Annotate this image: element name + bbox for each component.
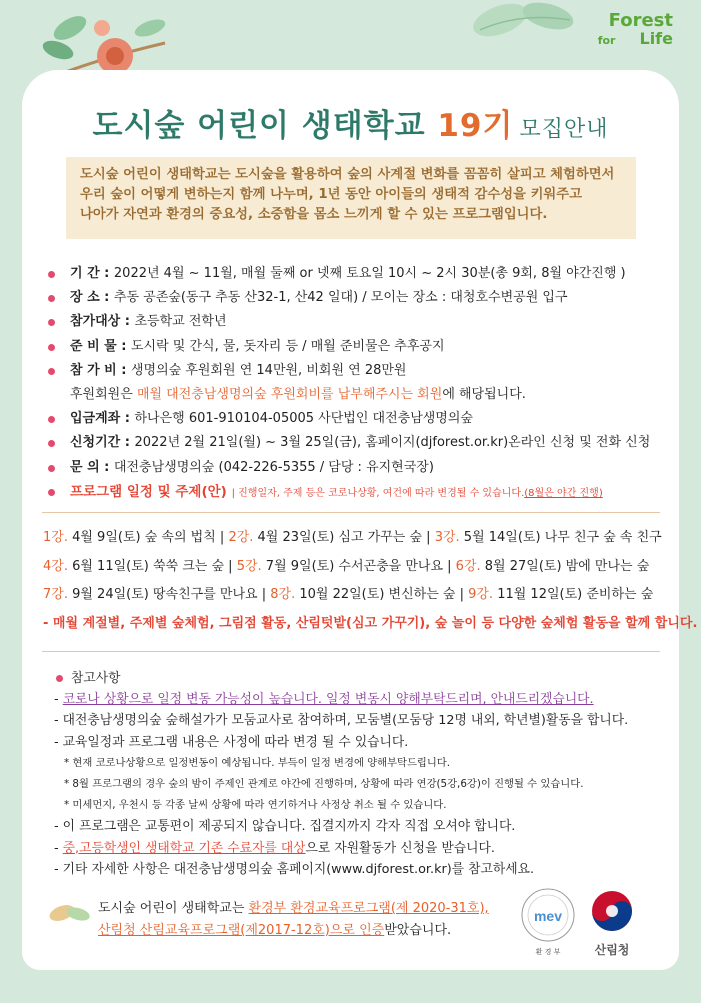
- bullet-icon: [48, 368, 55, 375]
- note-item: - 교육일정과 프로그램 내용은 사정에 따라 변경 될 수 있습니다.: [54, 734, 409, 750]
- title-sub: 모집안내: [519, 117, 609, 142]
- bullet-icon: [48, 416, 55, 423]
- brand-line1: Forest: [608, 10, 673, 31]
- bullet-icon: [48, 319, 55, 326]
- lesson-num: 1강.: [43, 530, 68, 545]
- lesson-text: 11월 12일(토) 준비하는 숲: [493, 587, 654, 602]
- intro-box: [66, 157, 636, 239]
- lesson-num: 4강.: [43, 558, 68, 574]
- note-sub-item: * 8월 프로그램의 경우 숲의 밤이 주제인 관계로 야간에 진행하며, 상황에 따라 연강(5강,6강)이 진행될 수 있습니다.: [64, 778, 584, 791]
- info-supplies: 준 비 물 : 도시락 및 간식, 물, 돗자리 등 / 매월 준비물은 추후공지: [48, 335, 668, 359]
- info-target: 참가대상 : 초등학교 전학년: [48, 310, 668, 334]
- notes-section: [54, 668, 684, 880]
- mev-seal-icon: [520, 887, 576, 943]
- ministry-environment-logo: [520, 887, 576, 957]
- lesson-text: 6월 11일(토) 쑥쑥 크는 숲 |: [67, 558, 237, 574]
- info-list: [48, 262, 668, 506]
- lesson-num: 2강.: [228, 530, 254, 545]
- lesson-note: - 매월 계절별, 주제별 숲체험, 그림점 활동, 산림텃밭(심고 가꾸기), 숲 놀이 등 다양한 숲체험 활동을 할께 합니다.: [43, 615, 698, 631]
- bullet-icon: [48, 440, 55, 447]
- note-item: - 기타 자세한 사항은 대전충남생명의숲 홈페이지(www.djforest.or.kr)를 참고하세요.: [54, 861, 535, 877]
- note-item: - 코로나 상황으로 일정 변동 가능성이 높습니다. 일정 변동시 양해부탁드리며, 안내드리겠습니다.: [54, 692, 594, 708]
- lesson-num: 3강.: [434, 530, 460, 545]
- note-sub-item: * 현재 코로나상황으로 일정변동이 예상됩니다. 부득이 일정 변경에 양해부탁드립니다.: [64, 756, 451, 769]
- info-apply: 신청기간 : 2022년 2월 21일(월) ~ 3월 25일(금), 홈페이지(djforest.or.kr)온라인 신청 및 전화 신청: [48, 431, 668, 455]
- note-item: - 이 프로그램은 교통편이 제공되지 않습니다. 집결지까지 각자 직접 오셔야 합니다.: [54, 819, 516, 835]
- intro-line: 우리 숲이 어떻게 변하는지 함께 나누며, 1년 동안 아이들의 생태적 감수성을 키워주고: [80, 187, 582, 202]
- intro-line: 도시숲 어린이 생태학교는 도시숲을 활용하여 숲의 사계절 변화를 꼼꼼히 살피고 체험하면서: [80, 167, 615, 182]
- bullet-icon: [48, 489, 55, 496]
- info-member-note: 후원회원은 매월 대전충남생명의숲 후원회비를 납부해주시는 회원에 해당됩니다.: [70, 387, 526, 403]
- lesson-row: [43, 581, 673, 610]
- bullet-icon: [48, 465, 55, 472]
- note-item: - 중,고등학생인 생태학교 기존 수료자를 대상으로 자원활동가 신청을 받습니다.: [54, 840, 495, 856]
- note-sub-item: * 미세먼지, 우천시 등 각종 날씨 상황에 따라 연기하거나 사정상 취소 될 수 있습니다.: [64, 799, 447, 812]
- lesson-row: [43, 524, 673, 553]
- info-fee: 참 가 비 : 생명의숲 후원회원 연 14만원, 비회원 연 28만원: [48, 359, 668, 383]
- taegeuk-icon: [584, 887, 640, 937]
- korea-forest-service-logo: [584, 887, 640, 957]
- brand-line2: for: [597, 33, 616, 47]
- lesson-text: 5월 14일(토) 나무 친구 숲 속 친구: [459, 530, 662, 545]
- title-main: 도시숲 어린이 생태학교: [92, 108, 438, 144]
- forest-service-label: 산림청: [594, 943, 630, 957]
- mev-text: mev: [533, 908, 563, 924]
- title-number: 19기: [437, 108, 514, 144]
- bullet-icon: [56, 675, 63, 682]
- lesson-num: 5강.: [236, 558, 262, 574]
- info-contact: 문 의 : 대전충남생명의숲 (042-226-5355 / 담당 : 유지현국장): [48, 456, 668, 480]
- info-period: 기 간 : 2022년 4월 ~ 11월, 매월 둘째 or 넷째 토요일 10시 ~ 2시 30분(총 9회, 8월 야간진행 ): [48, 262, 668, 286]
- lesson-text: 4월 23일(토) 심고 가꾸는 숲 |: [253, 530, 435, 545]
- bullet-icon: [48, 271, 55, 278]
- page-title: [0, 100, 701, 145]
- bullet-icon: [48, 344, 55, 351]
- divider: [42, 651, 660, 652]
- brand-line3: Life: [639, 28, 673, 48]
- bullet-icon: [48, 295, 55, 302]
- mev-caption: 환 경 부: [535, 948, 561, 956]
- lesson-text: 7월 9일(토) 수서곤충을 만나요 |: [261, 558, 456, 574]
- certification-text: 도시숲 어린이 생태학교는 환경부 환경교육프로그램(제 2020-31호), 산림청 산림교육프로그램(제2017-12호)으로 인증받았습니다.: [98, 901, 489, 938]
- note-item: - 대전충남생명의숲 숲해설가가 모둠교사로 참여하며, 모둠별(모둠당 12명 내외, 학년별)활동을 합니다.: [54, 713, 629, 729]
- lesson-num: 8강.: [270, 587, 296, 602]
- info-program: 프로그램 일정 및 주제(안) | 진행일자, 주제 등은 코로나상황, 여건에 따라 변경될 수 있습니다.(8월은 야간 진행): [48, 480, 668, 506]
- lesson-row: [43, 553, 673, 582]
- leaf-illustration: [470, 0, 580, 55]
- lesson-text: 9월 24일(토) 땅속친구를 만나요 |: [67, 587, 271, 602]
- info-account: 입금계좌 : 하나은행 601-910104-05005 사단법인 대전충남생명의숲: [48, 407, 668, 431]
- lesson-num: 7강.: [43, 587, 68, 602]
- forest-for-life-logo: [598, 12, 673, 48]
- lesson-text: 8월 27일(토) 밤에 만나는 숲: [480, 558, 650, 574]
- lesson-num: 9강.: [468, 587, 494, 602]
- lesson-schedule: [43, 524, 698, 638]
- intro-line: 나아가 자연과 환경의 중요성, 소중함을 몸소 느끼게 할 수 있는 프로그램입니다.: [80, 207, 548, 222]
- lesson-text: 4월 9일(토) 숲 속의 법칙 |: [67, 530, 229, 545]
- lesson-num: 6강.: [455, 558, 481, 574]
- notes-heading: 참고사항: [54, 668, 684, 689]
- divider: [42, 512, 660, 513]
- lesson-text: 10월 22일(토) 변신하는 숲 |: [295, 587, 469, 602]
- info-place: 장 소 : 추동 공존숲(동구 추동 산32-1, 산42 일대) / 모이는 장소 : 대청호수변공원 입구: [48, 286, 668, 310]
